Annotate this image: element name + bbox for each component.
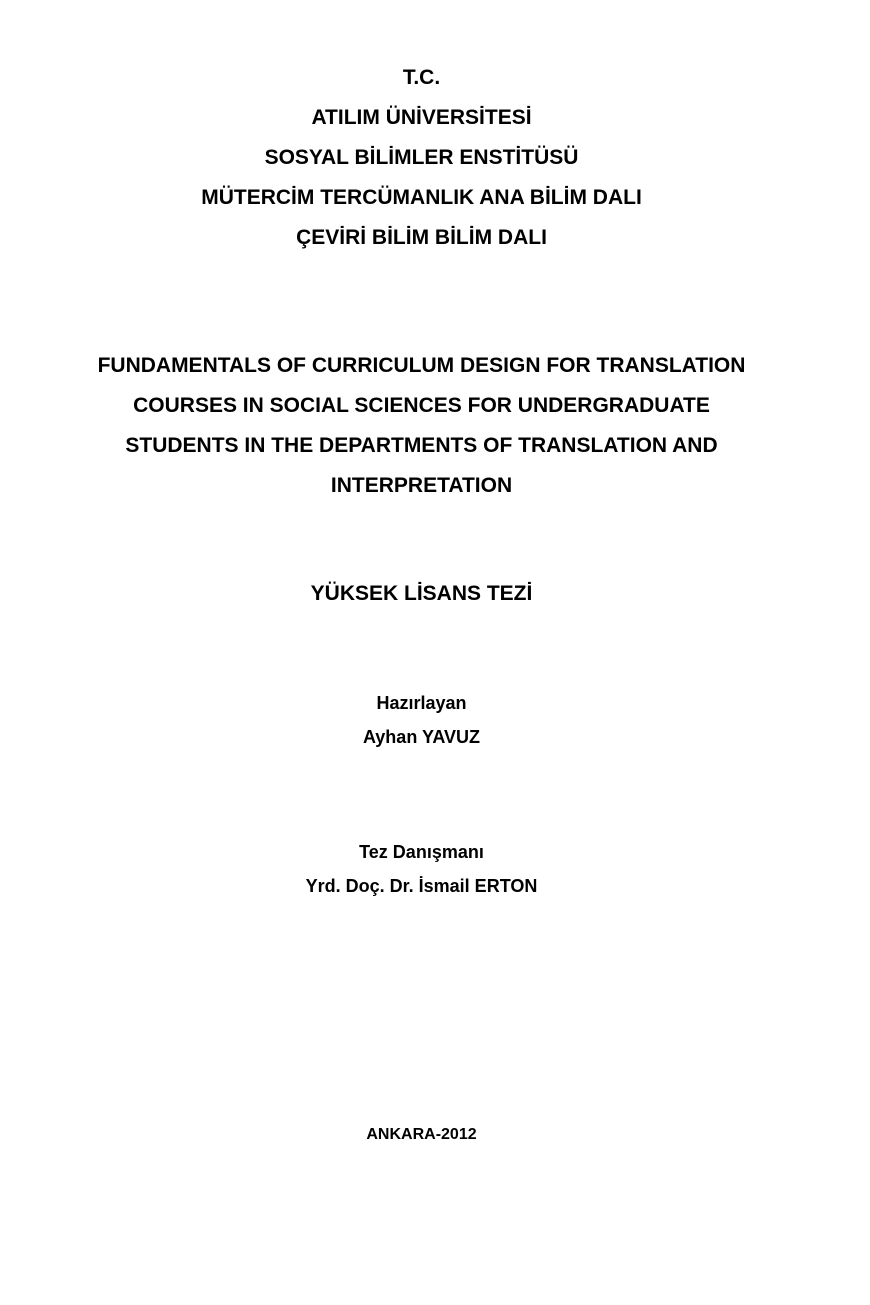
thesis-title xyxy=(0,346,843,506)
thesis-title-line-2: COURSES IN SOCIAL SCIENCES FOR UNDERGRADUATE xyxy=(133,394,710,417)
university-name: ATILIM ÜNİVERSİTESİ xyxy=(311,106,532,129)
country-abbreviation: T.C. xyxy=(402,66,441,89)
thesis-title-line-3: STUDENTS IN THE DEPARTMENTS OF TRANSLATION AND xyxy=(125,434,718,457)
author-section xyxy=(0,686,843,754)
degree-type xyxy=(0,578,843,610)
author-label: Hazırlayan xyxy=(376,693,467,713)
author-name: Ayhan YAVUZ xyxy=(362,727,481,747)
advisor-section xyxy=(0,835,843,903)
advisor-name: Yrd. Doç. Dr. İsmail ERTON xyxy=(305,876,538,896)
thesis-title-line-4: INTERPRETATION xyxy=(330,474,513,497)
thesis-title-line-1: FUNDAMENTALS OF CURRICULUM DESIGN FOR TRANSLATION xyxy=(97,354,746,377)
institution-header xyxy=(0,58,843,258)
degree-label: YÜKSEK LİSANS TEZİ xyxy=(310,582,533,605)
main-department-name: MÜTERCİM TERCÜMANLIK ANA BİLİM DALI xyxy=(201,186,642,209)
sub-department-name: ÇEVİRİ BİLİM BİLİM DALI xyxy=(296,226,547,249)
institute-name: SOSYAL BİLİMLER ENSTİTÜSÜ xyxy=(264,146,579,169)
place-year xyxy=(0,1121,843,1149)
place-year-text: ANKARA-2012 xyxy=(366,1126,477,1143)
advisor-label: Tez Danışmanı xyxy=(359,842,484,862)
